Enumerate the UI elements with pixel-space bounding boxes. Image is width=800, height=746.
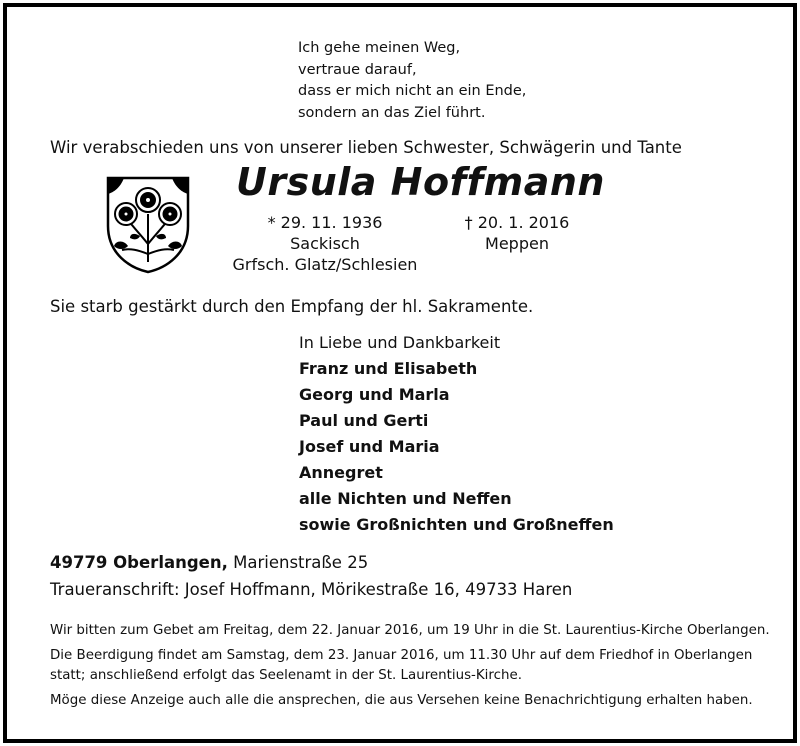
closing-notice: Möge diese Anzeige auch alle die ansprechen, die aus Versehen keine Benachrichtigung erhalten haben. bbox=[50, 693, 753, 708]
poem-line: sondern an das Ziel führt. bbox=[298, 104, 486, 121]
death-info bbox=[460, 212, 574, 254]
mourner-name: Paul und Gerti bbox=[299, 411, 429, 430]
home-address bbox=[50, 553, 368, 572]
mourner-name: Franz und Elisabeth bbox=[299, 359, 478, 378]
funeral-notice-line: Die Beerdigung findet am Samstag, dem 23. Januar 2016, um 11.30 Uhr auf dem Friedhof in Oberlangen bbox=[50, 648, 753, 663]
poem-line: Ich gehe meinen Weg, bbox=[298, 40, 461, 56]
mourners-intro: In Liebe und Dankbarkeit bbox=[299, 333, 501, 352]
funeral-notice-line: statt; anschließend erfolgt das Seelenamt in der St. Laurentius-Kirche. bbox=[50, 668, 522, 683]
mourning-address: Traueranschrift: Josef Hoffmann, Mörikestraße 16, 49733 Haren bbox=[50, 580, 573, 599]
mourner-name: Georg und Marla bbox=[299, 385, 450, 404]
coat-of-arms-roses-icon bbox=[104, 174, 192, 274]
home-street: Marienstraße 25 bbox=[233, 553, 369, 572]
birth-info bbox=[232, 212, 418, 275]
poem-line: dass er mich nicht an ein Ende, bbox=[298, 83, 527, 99]
prayer-notice: Wir bitten zum Gebet am Freitag, dem 22. Januar 2016, um 19 Uhr in die St. Laurentius-Kirche Oberlangen. bbox=[50, 623, 770, 638]
mourner-name: Josef und Maria bbox=[299, 437, 440, 456]
mourners-list bbox=[299, 330, 614, 538]
poem bbox=[298, 38, 526, 124]
poem-line: vertraue darauf, bbox=[298, 61, 417, 78]
birth-place: Sackisch bbox=[290, 234, 360, 253]
death-date: † 20. 1. 2016 bbox=[464, 213, 570, 232]
mourner-name: sowie Großnichten und Großneffen bbox=[299, 515, 614, 534]
mourner-name: alle Nichten und Neffen bbox=[299, 489, 512, 508]
birth-date: * 29. 11. 1936 bbox=[267, 213, 383, 232]
home-city: 49779 Oberlangen, bbox=[50, 553, 228, 572]
birth-region: Grfsch. Glatz/Schlesien bbox=[232, 255, 418, 274]
death-place: Meppen bbox=[485, 234, 549, 253]
intro-text: Wir verabschieden uns von unserer lieben Schwester, Schwägerin und Tante bbox=[50, 138, 682, 157]
mourner-name: Annegret bbox=[299, 463, 383, 482]
sacraments-text: Sie starb gestärkt durch den Empfang der hl. Sakramente. bbox=[50, 297, 534, 316]
deceased-name: Ursula Hoffmann bbox=[236, 160, 605, 204]
